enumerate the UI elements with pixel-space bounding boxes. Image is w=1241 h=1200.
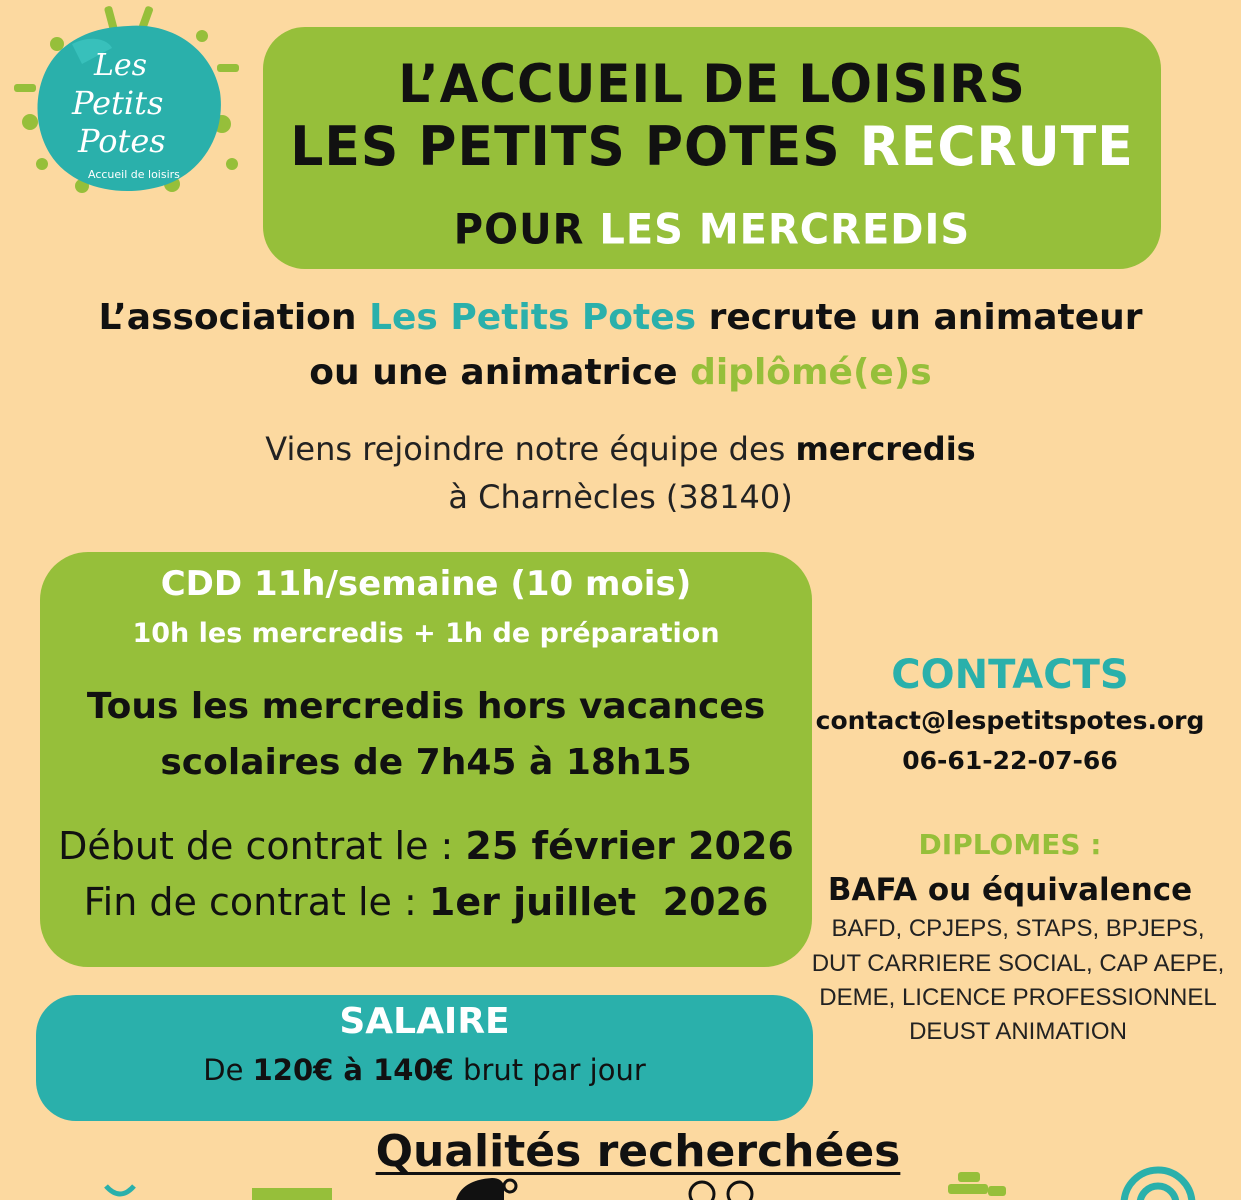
subtitle-mercredis: mercredis: [795, 430, 976, 468]
logo-line2: Petits: [72, 84, 164, 122]
contacts-heading: CONTACTS: [891, 652, 1129, 698]
salary-line: [36, 1053, 813, 1087]
schedule-line1: Tous les mercredis hors vacances: [86, 686, 766, 727]
target-icon: [1118, 1164, 1198, 1200]
subtitle-line2: à Charnècles (38140): [448, 478, 793, 516]
logo-tagline: Accueil de loisirs: [88, 168, 180, 181]
title-line2-dark: LES PETITS POTES: [290, 115, 860, 179]
diplomes-main: BAFA ou équivalence: [827, 872, 1193, 908]
intro-line1-a: L’association: [98, 297, 370, 338]
hands-icon: [938, 1168, 1008, 1200]
salary-box: [36, 995, 813, 1121]
intro-line1-b: recrute un animateur: [696, 297, 1143, 338]
diplome-line: BAFD, CPJEPS, STAPS, BPJEPS,: [831, 915, 1205, 942]
title-banner: [263, 27, 1161, 269]
salary-suffix: brut par jour: [453, 1053, 646, 1087]
contract-end-label: Fin de contrat le :: [83, 880, 429, 924]
diplome-line: DEUST ANIMATION: [909, 1018, 1127, 1045]
book-icon: [252, 1186, 332, 1200]
palette-icon: [452, 1176, 522, 1200]
diplome-line: DEME, LICENCE PROFESSIONNEL: [819, 984, 1217, 1011]
logo-line1: Les: [94, 48, 148, 83]
title-line2-white: RECRUTE: [859, 115, 1134, 179]
title-line3-white: LES MERCREDIS: [599, 205, 971, 255]
contract-box: [40, 552, 812, 967]
contract-detail: 10h les mercredis + 1h de préparation: [132, 618, 720, 649]
contract-start-date: 25 février 2026: [465, 824, 794, 868]
intro-diplome: diplômé(e)s: [690, 352, 932, 393]
contract-end: [40, 880, 812, 924]
intro-line2-a: ou une animatrice: [309, 352, 691, 393]
intro-line1: [0, 297, 1241, 338]
title-line3: [263, 206, 1161, 254]
contract-start-label: Début de contrat le :: [58, 824, 466, 868]
people-icon: [682, 1178, 762, 1200]
schedule-line2: scolaires de 7h45 à 18h15: [160, 742, 692, 783]
logo: [12, 4, 244, 204]
contact-phone[interactable]: 06-61-22-07-66: [902, 746, 1118, 775]
contract-start: [40, 824, 812, 868]
diplome-line: DUT CARRIERE SOCIAL, CAP AEPE,: [811, 950, 1225, 977]
title-line3-dark: POUR: [453, 205, 600, 255]
title-line1: [263, 54, 1161, 115]
diplomes-heading: DIPLOMES :: [918, 828, 1102, 861]
salary-range: 120€ à 140€: [252, 1053, 454, 1087]
contact-email[interactable]: contact@lespetitspotes.org: [815, 706, 1205, 735]
intro-line2: [0, 352, 1241, 393]
subtitle-line1-a: Viens rejoindre notre équipe des: [265, 430, 796, 468]
title-line1-text: L’ACCUEIL DE LOISIRS: [398, 53, 1026, 115]
salary-prefix: De: [203, 1053, 253, 1087]
title-line2: [263, 116, 1161, 179]
logo-line3: Potes: [78, 122, 166, 160]
qualities-title: Qualités recherchées: [375, 1126, 901, 1177]
smile-icon: [100, 1180, 140, 1200]
subtitle-line1: [0, 430, 1241, 468]
contract-end-date: 1er juillet 2026: [428, 880, 769, 924]
salary-title: SALAIRE: [339, 1001, 510, 1042]
contract-title: CDD 11h/semaine (10 mois): [160, 564, 692, 604]
intro-association-name: Les Petits Potes: [369, 297, 697, 338]
